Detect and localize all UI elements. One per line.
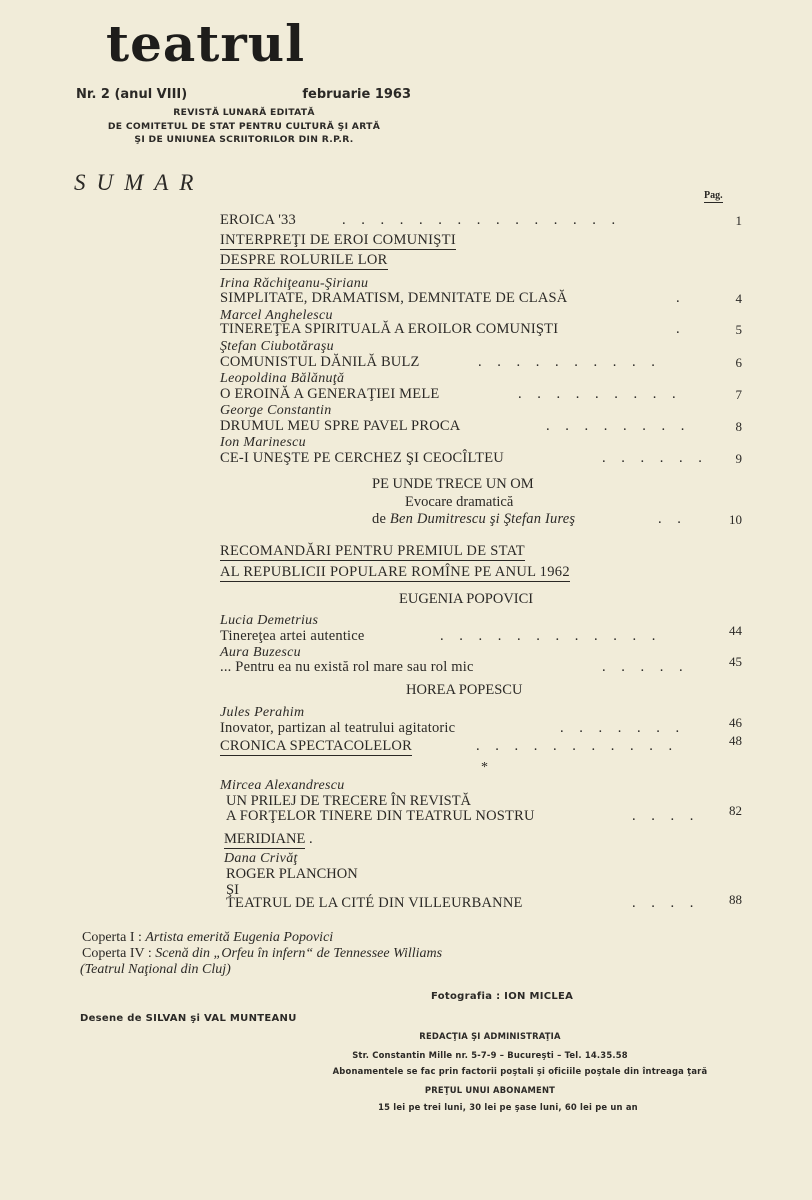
toc-author: Mircea Alexandrescu xyxy=(220,778,345,793)
publisher-line: ŞI DE UNIUNEA SCRIITORILOR DIN R.P.R. xyxy=(134,134,354,145)
play-authors: Ben Dumitrescu şi Ştefan Iureş xyxy=(389,511,576,527)
section-title: MERIDIANE . xyxy=(224,831,313,847)
toc-entry[interactable] xyxy=(0,892,812,913)
toc-entry-page: 45 xyxy=(729,654,742,669)
toc-entry-title: ŞI xyxy=(226,882,239,898)
toc-entry-page: 82 xyxy=(729,803,742,818)
toc-entry-title: ... Pentru ea nu există rol mare sau rol mic xyxy=(220,659,474,675)
toc-author: Jules Perahim xyxy=(220,705,305,720)
toc-entry-title: CRONICA SPECTACOLELOR xyxy=(220,738,412,754)
dot-leader: . . . . . . . . . . . . xyxy=(440,628,662,644)
toc-entry-page: 4 xyxy=(735,291,742,306)
toc-entry[interactable] xyxy=(0,450,812,468)
toc-entry-page: 44 xyxy=(729,623,742,638)
toc-entry[interactable] xyxy=(0,803,812,826)
toc-entry[interactable] xyxy=(0,386,812,404)
dot-leader: . . . . . . . . xyxy=(546,418,691,434)
dot-leader: . . . . . . xyxy=(602,450,708,466)
section-separator: * xyxy=(481,760,488,775)
play-by-prefix: de xyxy=(372,511,387,527)
toc-entry-title: DRUMUL MEU SPRE PAVEL PROCA xyxy=(220,418,461,434)
toc-entry-title: Tinereţea artei autentice xyxy=(220,628,365,644)
dot-leader: . xyxy=(676,290,686,306)
toc-entry-page: 9 xyxy=(735,451,742,466)
toc-entry-page: 10 xyxy=(729,512,742,527)
toc-entry-page: 6 xyxy=(735,355,742,370)
footer-office: REDACŢIA ŞI ADMINISTRAŢIA xyxy=(419,1031,561,1041)
publisher-info xyxy=(64,106,424,147)
section-title: INTERPREŢI DE EROI COMUNIŞTI xyxy=(220,232,456,248)
issue-line xyxy=(76,87,411,102)
toc-entry-title: TINEREŢEA SPIRITUALĂ A EROILOR COMUNIŞTI xyxy=(220,321,559,337)
toc-entry[interactable] xyxy=(0,511,812,529)
toc-entry-title: EROICA '33 xyxy=(220,212,296,228)
magazine-logo: teatrul xyxy=(106,14,306,73)
cover-credit: (Teatrul Naţional din Cluj) xyxy=(80,962,231,977)
toc-entry-title: Inovator, partizan al teatrului agitatoric xyxy=(220,720,456,736)
footer-price: 15 lei pe trei luni, 30 lei pe şase luni, 60 lei pe un an xyxy=(378,1102,638,1112)
dot-leader: . . . . . . . . . . . xyxy=(476,738,679,754)
toc-author: Aura Buzescu xyxy=(220,645,301,660)
page-column-header: Pag. xyxy=(704,190,723,201)
dot-leader: . xyxy=(676,321,686,337)
toc-entry-page: 88 xyxy=(729,892,742,907)
issue-number: Nr. 2 (anul VIII) xyxy=(76,87,188,102)
toc-entry-page: 8 xyxy=(735,419,742,434)
issue-date: februarie 1963 xyxy=(302,87,411,102)
toc-author: George Constantin xyxy=(220,403,332,418)
toc-author: Ştefan Ciubotăraşu xyxy=(220,339,334,354)
contents-heading: SUMAR xyxy=(74,170,205,195)
publisher-line: DE COMITETUL DE STAT PENTRU CULTURĂ ŞI ARTĂ xyxy=(107,120,381,132)
toc-author: Dana Crivăţ xyxy=(224,851,298,866)
toc-entry-title: ROGER PLANCHON xyxy=(226,866,358,882)
dot-leader: . . . . xyxy=(632,895,700,911)
publisher-line: REVISTĂ LUNARĂ EDITATĂ xyxy=(173,107,315,118)
toc-entry[interactable] xyxy=(0,715,812,738)
toc-entry[interactable] xyxy=(0,354,812,372)
section-title: RECOMANDĂRI PENTRU PREMIUL DE STAT xyxy=(220,543,525,559)
dot-leader: . . . . . . . . . . . . . . . xyxy=(342,212,622,228)
toc-entry-title: SIMPLITATE, DRAMATISM, DEMNITATE DE CLASĂ xyxy=(220,290,568,306)
dot-leader: . . xyxy=(658,511,687,527)
dot-leader: . . . . . . . xyxy=(560,720,686,736)
toc-entry-title: O EROINĂ A GENERAŢIEI MELE xyxy=(220,386,440,402)
toc-entry[interactable] xyxy=(0,290,812,308)
cover-credit: Coperta IV : Scenă din „Orfeu în infern“ de Tennessee Williams xyxy=(82,946,443,961)
toc-entry[interactable] xyxy=(0,418,812,436)
play-subtitle: Evocare dramatică xyxy=(405,494,514,510)
toc-entry-title: UN PRILEJ DE TRECERE ÎN REVISTĂ xyxy=(226,793,472,809)
toc-entry[interactable] xyxy=(0,212,812,230)
play-title: PE UNDE TRECE UN OM xyxy=(372,476,534,492)
toc-author: Marcel Anghelescu xyxy=(220,308,333,323)
toc-entry-title: TEATRUL DE LA CITÉ DIN VILLEURBANNE xyxy=(226,895,523,911)
toc-entry-page: 7 xyxy=(735,387,742,402)
toc-entry-page: 46 xyxy=(729,715,742,730)
toc-entry[interactable] xyxy=(0,623,812,646)
section-title: DESPRE ROLURILE LOR xyxy=(220,252,388,268)
footer-subscriptions: Abonamentele se fac prin factorii poştali şi oficiile poştale din întreaga ţară xyxy=(332,1066,708,1076)
toc-entry-page: 5 xyxy=(735,322,742,337)
toc-entry-title: CE-I UNEŞTE PE CERCHEZ ŞI CEOCÎLTEU xyxy=(220,450,504,466)
dot-leader: . . . . . . . . . . xyxy=(478,354,661,370)
dot-leader: . . . . xyxy=(632,808,700,824)
photo-credit: Fotografia : ION MICLEA xyxy=(431,991,574,1002)
subsection-title: HOREA POPESCU xyxy=(406,682,523,698)
toc-author: Leopoldina Bălănuţă xyxy=(220,371,345,386)
toc-entry-page: 1 xyxy=(735,213,742,228)
toc-entry-page: 48 xyxy=(729,733,742,748)
play-byline xyxy=(372,511,575,528)
footer-address: Str. Constantin Mille nr. 5-7-9 – Bucureşti – Tel. 14.35.58 xyxy=(352,1050,628,1060)
toc-author: Irina Răchiţeanu-Şirianu xyxy=(220,276,369,291)
dot-leader: . . . . . xyxy=(602,659,689,675)
toc-entry-title: A FORŢELOR TINERE DIN TEATRUL NOSTRU xyxy=(226,808,535,824)
cover-credit: Coperta I : Artista emerită Eugenia Popovici xyxy=(82,930,334,945)
toc-entry-title: COMUNISTUL DĂNILĂ BULZ xyxy=(220,354,420,370)
section-title: AL REPUBLICII POPULARE ROMÎNE PE ANUL 1962 xyxy=(220,564,570,580)
drawings-credit: Desene de SILVAN şi VAL MUNTEANU xyxy=(80,1013,297,1024)
dot-leader: . . . . . . . . . xyxy=(518,386,682,402)
toc-entry[interactable] xyxy=(0,321,812,339)
toc-entry[interactable] xyxy=(0,654,812,677)
footer-price-heading: PREŢUL UNUI ABONAMENT xyxy=(424,1085,556,1095)
toc-author: Lucia Demetrius xyxy=(220,613,319,628)
subsection-title: EUGENIA POPOVICI xyxy=(399,591,534,607)
toc-author: Ion Marinescu xyxy=(220,435,306,450)
toc-entry[interactable] xyxy=(0,733,812,756)
